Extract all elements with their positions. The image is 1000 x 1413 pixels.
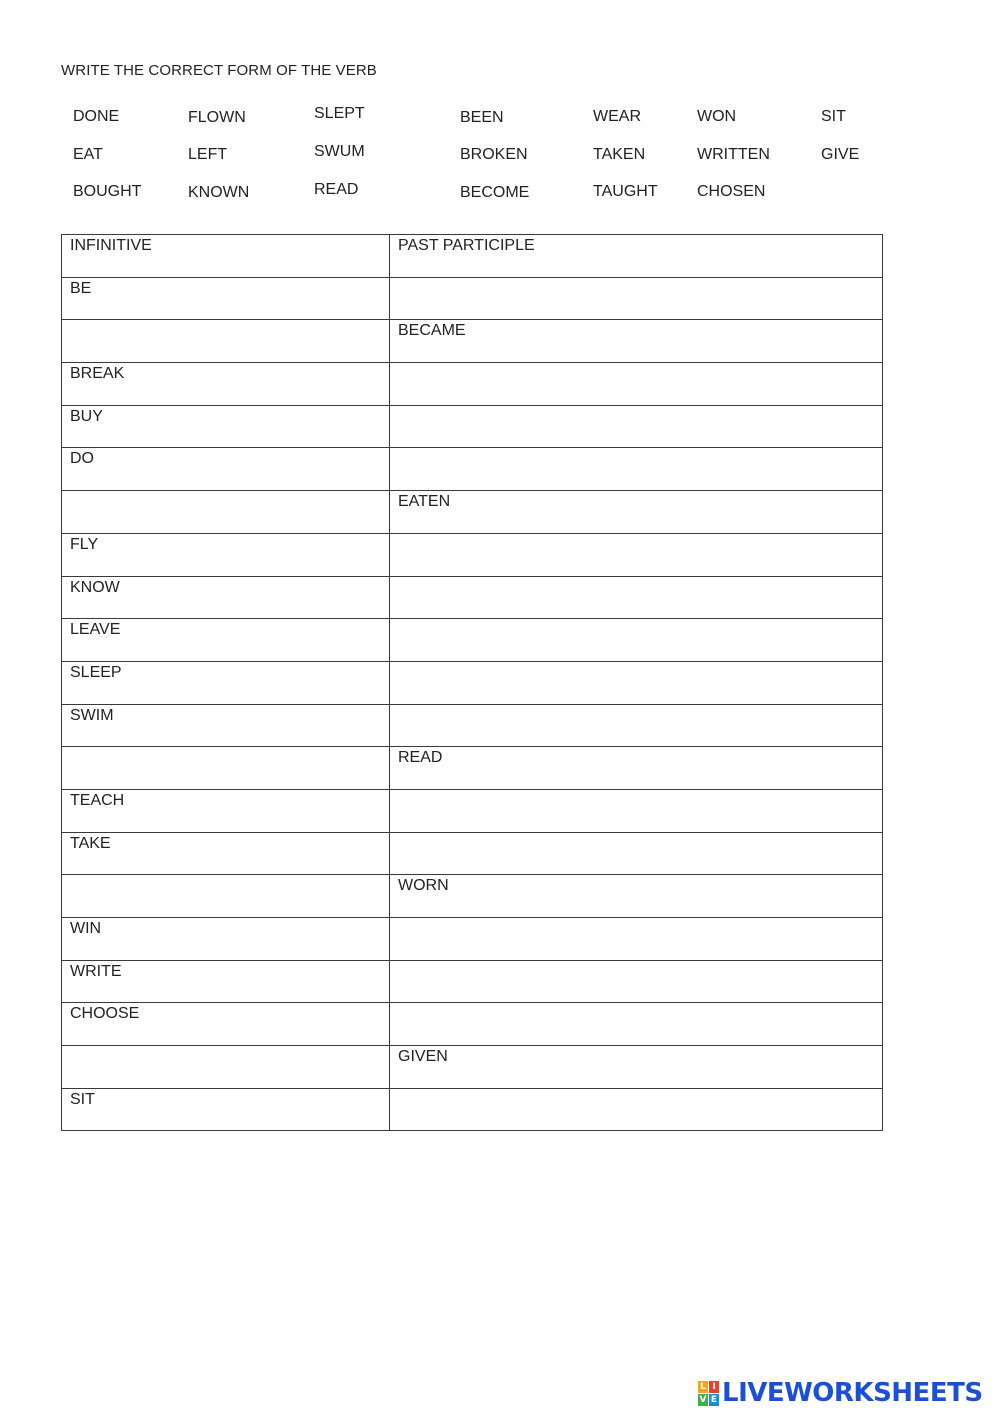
table-row: [62, 875, 883, 918]
infinitive-cell[interactable]: TAKE: [62, 832, 390, 875]
logo-tile-l: L: [698, 1381, 708, 1393]
infinitive-cell[interactable]: [62, 491, 390, 534]
table-row: [62, 1088, 883, 1131]
past-participle-cell[interactable]: EATEN: [390, 491, 883, 534]
infinitive-cell[interactable]: FLY: [62, 533, 390, 576]
infinitive-cell[interactable]: SLEEP: [62, 661, 390, 704]
word-bank-item: WEAR: [593, 108, 641, 125]
word-bank-item: SIT: [821, 108, 846, 125]
word-bank-item: FLOWN: [188, 109, 246, 126]
word-bank-item: GIVE: [821, 146, 860, 163]
logo-tile-i: I: [709, 1381, 719, 1393]
table-row: [62, 533, 883, 576]
table-row: [62, 747, 883, 790]
past-participle-cell[interactable]: READ: [390, 747, 883, 790]
word-bank-item: KNOWN: [188, 184, 250, 201]
table-row: [62, 661, 883, 704]
past-participle-cell[interactable]: [390, 704, 883, 747]
word-bank-item: CHOSEN: [697, 183, 766, 200]
infinitive-cell[interactable]: [62, 320, 390, 363]
infinitive-cell[interactable]: WIN: [62, 918, 390, 961]
verb-table: [61, 234, 883, 1131]
infinitive-cell[interactable]: DO: [62, 448, 390, 491]
table-row: [62, 320, 883, 363]
past-participle-cell[interactable]: [390, 661, 883, 704]
past-participle-cell[interactable]: [390, 533, 883, 576]
table-row: [62, 448, 883, 491]
word-bank-item: WRITTEN: [697, 146, 770, 163]
infinitive-cell[interactable]: TEACH: [62, 789, 390, 832]
word-bank-item: TAKEN: [593, 146, 646, 163]
table-row: [62, 832, 883, 875]
past-participle-cell[interactable]: [390, 1088, 883, 1131]
past-participle-cell[interactable]: [390, 960, 883, 1003]
liveworksheets-logo-text: LIVEWORKSHEETS: [722, 1378, 983, 1408]
past-participle-cell[interactable]: [390, 789, 883, 832]
table-row: [62, 405, 883, 448]
past-participle-cell[interactable]: [390, 832, 883, 875]
logo-tile-e: E: [710, 1394, 718, 1405]
past-participle-cell[interactable]: [390, 576, 883, 619]
infinitive-cell[interactable]: SWIM: [62, 704, 390, 747]
word-bank-item: EAT: [73, 146, 103, 163]
infinitive-cell[interactable]: WRITE: [62, 960, 390, 1003]
past-participle-cell[interactable]: [390, 918, 883, 961]
past-participle-cell[interactable]: WORN: [390, 875, 883, 918]
table-row: [62, 960, 883, 1003]
infinitive-cell[interactable]: CHOOSE: [62, 1003, 390, 1046]
table-row: [62, 576, 883, 619]
header-infinitive: INFINITIVE: [62, 235, 390, 278]
past-participle-cell[interactable]: [390, 363, 883, 406]
table-row: [62, 1046, 883, 1089]
past-participle-cell[interactable]: BECAME: [390, 320, 883, 363]
word-bank-item: BECOME: [460, 184, 530, 201]
past-participle-cell[interactable]: [390, 277, 883, 320]
past-participle-cell[interactable]: [390, 405, 883, 448]
table-row: [62, 789, 883, 832]
table-row: [62, 619, 883, 662]
liveworksheets-logo-icon: [698, 1381, 719, 1406]
word-bank-item: TAUGHT: [593, 183, 658, 200]
table-header-row: [62, 235, 883, 278]
worksheet-instruction: WRITE THE CORRECT FORM OF THE VERB: [61, 62, 377, 79]
infinitive-cell[interactable]: [62, 875, 390, 918]
word-bank-item: BEEN: [460, 109, 504, 126]
table-row: [62, 704, 883, 747]
word-bank-item: SWUM: [314, 143, 365, 160]
table-row: [62, 491, 883, 534]
past-participle-cell[interactable]: [390, 448, 883, 491]
past-participle-cell[interactable]: [390, 619, 883, 662]
infinitive-cell[interactable]: KNOW: [62, 576, 390, 619]
word-bank-item: DONE: [73, 108, 120, 125]
table-row: [62, 1003, 883, 1046]
word-bank-item: BOUGHT: [73, 183, 142, 200]
infinitive-cell[interactable]: BUY: [62, 405, 390, 448]
infinitive-cell[interactable]: [62, 747, 390, 790]
word-bank-item: BROKEN: [460, 146, 528, 163]
table-row: [62, 363, 883, 406]
infinitive-cell[interactable]: BE: [62, 277, 390, 320]
past-participle-cell[interactable]: GIVEN: [390, 1046, 883, 1089]
table-row: [62, 918, 883, 961]
infinitive-cell[interactable]: [62, 1046, 390, 1089]
past-participle-cell[interactable]: [390, 1003, 883, 1046]
table-row: [62, 277, 883, 320]
infinitive-cell[interactable]: LEAVE: [62, 619, 390, 662]
word-bank-item: READ: [314, 181, 359, 198]
word-bank-item: WON: [697, 108, 737, 125]
header-past-participle: PAST PARTICIPLE: [390, 235, 883, 278]
infinitive-cell[interactable]: SIT: [62, 1088, 390, 1131]
word-bank-item: SLEPT: [314, 105, 365, 122]
logo-tile-v: V: [699, 1394, 707, 1405]
infinitive-cell[interactable]: BREAK: [62, 363, 390, 406]
liveworksheets-logo: [698, 1378, 983, 1408]
word-bank-item: LEFT: [188, 146, 228, 163]
